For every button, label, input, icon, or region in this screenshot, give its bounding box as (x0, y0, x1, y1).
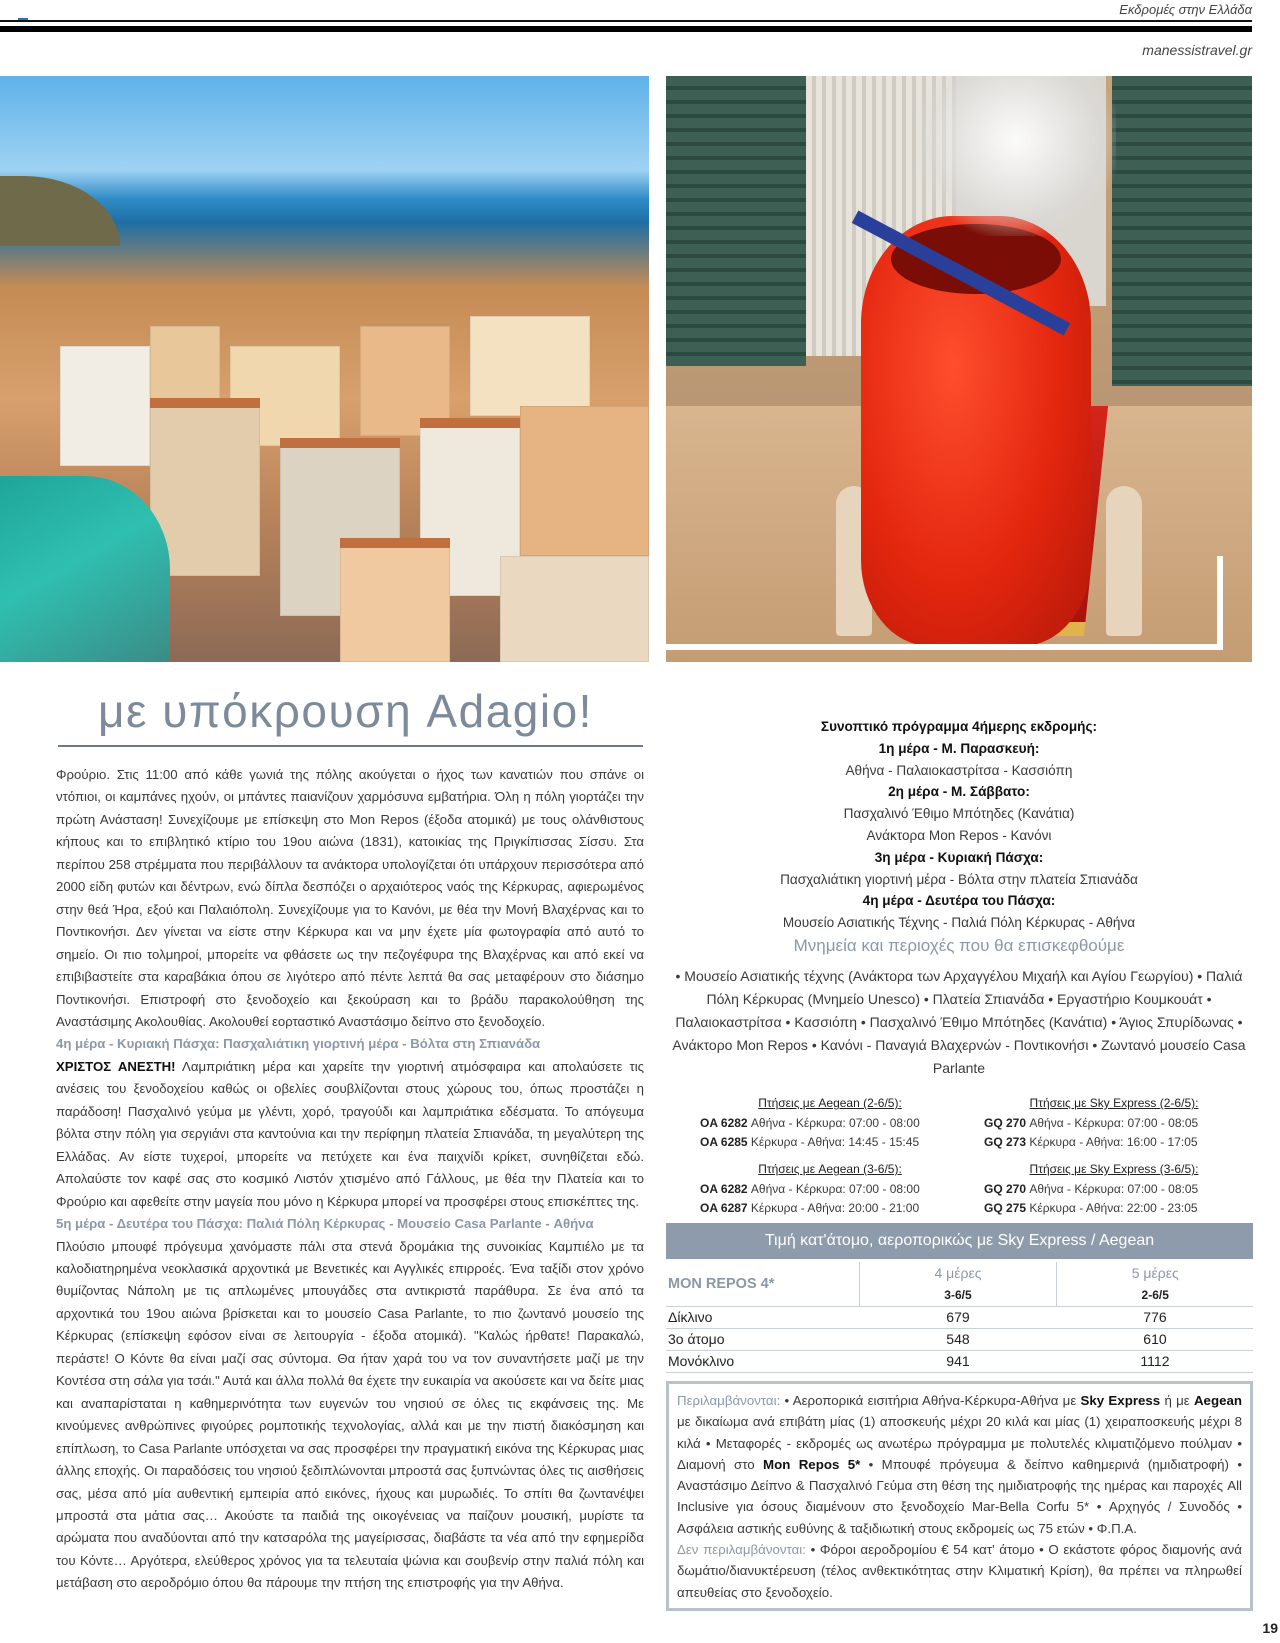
roof (420, 418, 520, 428)
header-rule (0, 20, 1252, 22)
flights-sky-3-6 (984, 1160, 1244, 1219)
itinerary-text (56, 764, 644, 1595)
roof (340, 538, 450, 548)
fortress-hill (0, 176, 120, 246)
price-4days: 548 (859, 1328, 1057, 1350)
airline-aegean: Aegean (1193, 1393, 1242, 1408)
hotel-name: MON REPOS 4* (666, 1262, 859, 1306)
flight-number: GQ 273 (984, 1135, 1027, 1149)
price-4days: 941 (859, 1350, 1057, 1372)
flight-number: GQ 270 (984, 1115, 1027, 1130)
includes-text: • Μπουφέ πρόγευμα & δείπνο καθημερινά (ημιδιατροφή) • Αναστάσιμο Δείπνο & Πασχαλινό Γεύμα στη θέση της ημιδιατροφής της ημέρας και παροχές All Inclusive για όσους διαμένουν στο ξενοδοχείο Mar-Bella Corfu 5* • Αρχηγός / Συνοδός • Ασφάλεια αστικής ευθύνης & ταξιδιωτική στους εκδρομείς ως 75 ετών • Φ.Π.Α. (677, 1456, 1242, 1536)
roof (280, 438, 400, 448)
building (470, 316, 590, 416)
price-row (666, 1306, 1253, 1328)
page-title: με υπόκρουση Adagio! (98, 685, 593, 737)
flight-route: Αθήνα - Κέρκυρα: 07:00 - 08:05 (1026, 1115, 1199, 1130)
includes-heading: Περιλαμβάνονται: (677, 1393, 781, 1408)
section-label: Εκδρομές στην Ελλάδα (1119, 2, 1252, 17)
price-header-row (666, 1262, 1253, 1284)
room-type: Δίκλινο (666, 1306, 859, 1328)
building (500, 556, 649, 662)
paragraph-day4 (56, 1056, 644, 1213)
flight-line (984, 1114, 1244, 1134)
flight-number: OA 6282 (700, 1115, 748, 1130)
flight-line (700, 1114, 960, 1134)
flights-aegean-3-6 (700, 1160, 960, 1219)
col-4days: 4 μέρες (859, 1262, 1057, 1284)
col-5days-dates: 2-6/5 (1057, 1284, 1253, 1306)
sites-title: Μνημεία και περιοχές που θα επισκεφθούμε (793, 936, 1125, 955)
sites-list: • Μουσείο Ασιατικής τέχνης (Ανάκτορα των Αρχαγγέλου Μιχαήλ και Αγίου Γεωργίου) • Παλιά Πόλη Κέρκυρας (Μνημείο Unesco) • Πλατεία Σπιανάδα • Εργαστήριο Κουμκουάτ • Παλαιοκαστρίτσα • Κασσιόπη • Πασχαλινό Έθιμο Μπότηδες (Κανάτια) • Άγιος Σπυρίδωνας • Ανάκτορο Mon Repos • Κανόνι - Παναγιά Βλαχερνών - Ποντικονήσι • Ζωντανό μουσείο Casa Parlante (672, 968, 1246, 1076)
water-splash (916, 76, 1116, 236)
baluster (1106, 486, 1142, 636)
price-4days: 679 (859, 1306, 1057, 1328)
flight-route: Κέρκυρα - Αθήνα: 20:00 - 21:00 (747, 1201, 920, 1215)
price-table (666, 1262, 1253, 1373)
flight-number: OA 6282 (700, 1181, 748, 1196)
website-label: manessistravel.gr (1142, 42, 1252, 58)
flight-route: Κέρκυρα - Αθήνα: 14:45 - 15:45 (747, 1135, 920, 1149)
flight-route: Αθήνα - Κέρκυρα: 07:00 - 08:05 (1026, 1181, 1199, 1196)
flight-line (984, 1199, 1244, 1219)
flight-route: Κέρκυρα - Αθήνα: 16:00 - 17:05 (1026, 1135, 1198, 1149)
flight-line (700, 1199, 960, 1219)
flight-number: GQ 275 (984, 1201, 1027, 1215)
col-5days: 5 μέρες (1057, 1262, 1253, 1284)
day5-heading: 5η μέρα - Δευτέρα του Πάσχα: Παλιά Πόλη Κέρκυρας - Μουσείο Casa Parlante - Αθήνα (56, 1216, 594, 1232)
price-5days: 610 (1057, 1328, 1253, 1350)
building (520, 406, 649, 556)
flight-block-title: Πτήσεις με Sky Express (3-6/5): (1029, 1162, 1199, 1176)
easter-pot-photo (666, 76, 1252, 662)
program-title: Συνοπτικό πρόγραμμα 4ήμερης εκδρομής: (820, 719, 1098, 734)
program-day3-line: Πασχαλιάτικη γιορτινή μέρα - Βόλτα στην πλατεία Σπιανάδα (780, 871, 1138, 887)
price-table-title: Τιμή κατ'άτομο, αεροπορικώς με Sky Express / Aegean (666, 1223, 1253, 1259)
includes-box (666, 1381, 1253, 1611)
program-day2-line: Ανάκτορα Mon Repos - Κανόνι (866, 827, 1052, 843)
program-day4-title: 4η μέρα - Δευτέρα του Πάσχα: (862, 893, 1056, 909)
flight-number: OA 6285 (700, 1135, 748, 1149)
price-row (666, 1328, 1253, 1350)
flight-number: OA 6287 (700, 1201, 748, 1215)
flight-number: GQ 270 (984, 1181, 1027, 1196)
price-5days: 1112 (1057, 1350, 1253, 1372)
program-day4-line: Μουσείο Ασιατικής Τέχνης - Παλιά Πόλη Κέρκυρας - Αθήνα (782, 915, 1136, 931)
room-type: 3ο άτομο (666, 1328, 859, 1350)
hotel-name-inline: Mon Repos 5* (763, 1456, 861, 1472)
flight-line (984, 1180, 1244, 1200)
header-rule-thick (0, 26, 1252, 32)
window-shutter-left (666, 76, 806, 366)
corfu-town-photo (0, 76, 649, 662)
paragraph-day3: Φρούριο. Στις 11:00 από κάθε γωνιά της πόλης ακούγεται ο ήχος των κανατιών που σπάνε οι ντόπιοι, οι καμπάνες ηχούν, οι μπάντες παιανίζουν χαρμόσυνα εμβατήρια. Όλη η πόλη γιορτάζει την πρώτη Ανάσταση! Συνεχίζουμε με επίσκεψη στο Mon Repos (έξοδα ατομικά) με τους ολάνθιστους κήπους και το επιβλητικό κτίριο του 19ου αιώνα (1831), κατοικίας της Πριγκίπισσας Σίσσυ. Στα περίπου 258 στρέμματα που περιβάλλουν τα ανάκτορα υπολογίζεται ότι υπάρχουν περισσότερα από 2000 είδη φυτών και δέντρων, ενώ δίπλα δεσπόζει ο αρχαιότερος ναός της Κέρκυρας, αφιερωμένος στην θεά Ήρα, εξού και Παλαιόπολη. Συνεχίζουμε για το Κανόνι, με θέα την Μονή Βλαχέρνας και το Ποντικονήσι. Δεν γίνεται να είστε στην Κέρκυρα και να μην έχετε μία φωτογραφία από αυτό το σημείο. Οι πιο τολμηροί, μπορείτε να φθάσετε ως την πεζογέφυρα της Βλαχέρνας και από εκεί να επιβιβαστείτε στα καραβάκια όπου σε λιγότερο από πέντε λεπτά θα σας μεταφέρουν στο διάσημο Ποντικονήσι. Επιστροφή στο ξενοδοχείο και ξεκούραση και το βράδυ παρακολούθηση της Αναστάσιμης Ακολουθίας. Ακολουθεί εορταστικό Αναστάσιμο δείπνο στο ξενοδοχείο. (56, 767, 644, 1029)
easter-greeting: ΧΡΙΣΤΟΣ ΑΝΕΣΤΗ! (56, 1058, 176, 1074)
flight-route: Αθήνα - Κέρκυρα: 07:00 - 08:00 (747, 1115, 920, 1130)
program-day2-title: 2η μέρα - Μ. Σάββατο: (888, 784, 1030, 800)
includes-text: • Αεροπορικά εισιτήρια Αθήνα-Κέρκυρα-Αθήνα με (780, 1393, 1081, 1408)
program-day3-title: 3η μέρα - Κυριακή Πάσχα: (874, 849, 1044, 865)
flight-line (984, 1133, 1244, 1153)
building (340, 546, 450, 662)
flight-line (700, 1180, 960, 1200)
window-shutter-right (1112, 76, 1252, 386)
flights-sky-2-6 (984, 1094, 1244, 1153)
price-5days: 776 (1057, 1306, 1253, 1328)
includes-text: ή με (1160, 1393, 1194, 1408)
not-included-text: • Φόροι αεροδρομίου € 54 κατ' άτομο • Ο εκάστοτε φόρος διαμονής ανά δωμάτιο/διανυκτέρευση (τέλος ανθεκτικότητας στην Κλιματική Κρίση), θα πρέπει να πληρωθεί απευθείας στο ξενοδοχείο. (677, 1542, 1242, 1600)
flight-line (700, 1133, 960, 1153)
sea-water (0, 476, 170, 662)
not-included-heading: Δεν περιλαμβάνονται: (677, 1542, 806, 1558)
flights-aegean-2-6 (700, 1094, 960, 1153)
day4-heading: 4η μέρα - Κυριακή Πάσχα: Πασχαλιάτικη γιορτινή μέρα - Βόλτα στη Σπιανάδα (56, 1036, 541, 1052)
price-row (666, 1350, 1253, 1372)
roof (150, 398, 260, 408)
day4-text: Λαμπριάτικη μέρα και χαρείτε την γιορτινή ατμόσφαιρα και απολαύσετε τις ανέσεις του ξενοδοχείου καθώς οι οβελίες σουβλίζονται στους χώρους του, όπως προστάζει η παράδοση! Πασχαλινό γεύμα με γλέντι, χορό, τραγούδι και λαμπριάτικα εδέσματα. Το απόγευμα βόλτα στην πόλη για σεργιάνι στα καντούνια και την περίφημη πλατεία Σπιανάδα, τη μεγαλύτερη της Ελλάδας. Αν είστε τυχεροί, μπορείτε να πετύχετε και ένα παιχνίδι κρίκετ, συνηθίζεται εδώ. Απολαύστε τον καφέ σας στο κοσμικό Λιστόν χτισμένο από Γάλλους, με θέα την Πλατεία και το Φρούριο και αφεθείτε στην μαγεία που μόνο η Κέρκυρα μπορεί να προσφέρει στους επισκέπτες της. (56, 1058, 644, 1209)
paragraph-day5: Πλούσιο μπουφέ πρόγευμα χανόμαστε πάλι στα στενά δρομάκια της συνοικίας Καμπιέλο με τα καλοδιατηρημένα νεοκλασικά αρχοντικά με Βενετικές και Αγγλικές επιρροές. Ένα ταξίδι στον χρόνο θυμίζοντας Νάπολη με τις απλωμένες μπουγάδες στα αντικριστά παράθυρα. Σε ένα από τα αρχοντικά του 19ου αιώνα βρίσκεται και το μουσείο Casa Parlante, το πιο ζωντανό μουσείο της Κέρκυρας (επίσκεψη εφόσον είναι σε λειτουργία - έξοδα ατομικά). "Καλώς ήρθατε! Παρακαλώ, περάστε! Ο Κόντε θα είναι μαζί σας σύντομα. Θα ήταν χαρά του να τον συναντήσετε μαζί με την Κοντέσα στη σάλα για τσάι." Αυτά και άλλα πολλά θα έχετε την ευκαιρία να ακούσετε και να δείτε μιας και αναπαρίσταται η καθημερινότητα των ευγενών του νησιού σε όλες τις εκφάνσεις της. Με κινούμενες ανθρώπινες φιγούρες ρομποτικής τεχνολογίας, αλλά και με την πιστή διακόσμηση και επίπλωση, το Casa Parlante υπόσχεται να σας προσφέρει την πραγματική εικόνα της Κέρκυρας μιας άλλης εποχής. Οι παραδόσεις του νησιού ξεδιπλώνονται μπροστά σας ξυπνώντας όλες τις αισθήσεις σας, μέσα από μία αυθεντική εμπειρία από εικόνες, ήχους και μυρωδιές. Το σπίτι θα ζωντανέψει μπροστά στα μάτια σας… Ακούστε τα παιδιά της οικογένειας να παίζουν μουσική, μυρίστε τα αρώματα που αναδύονται από την κατσαρόλα της μαγείρισσας, διαβάστε τα νέα από την εφημερίδα του Κόντε… Αργότερα, ελεύθερος χρόνος για τα τελευταία ψώνια και σουβενίρ στην παλιά πόλη και μετάβαση στο αεροδρόμιο όπου θα πάρουμε την πτήση της επιστροφής για την Αθήνα. (56, 1238, 644, 1591)
flight-block-title: Πτήσεις με Aegean (2-6/5): (758, 1096, 902, 1110)
flight-route: Κέρκυρα - Αθήνα: 22:00 - 23:05 (1026, 1201, 1198, 1215)
program-day1-title: 1η μέρα - Μ. Παρασκευή: (878, 740, 1040, 756)
program-day1-line: Αθήνα - Παλαιοκαστρίτσα - Κασσιόπη (845, 762, 1073, 778)
col-4days-dates: 3-6/5 (859, 1284, 1057, 1306)
flight-block-title: Πτήσεις με Aegean (3-6/5): (758, 1162, 902, 1176)
program-day2-line: Πασχαλινό Έθιμο Μπότηδες (Κανάτια) (843, 806, 1075, 822)
flight-route: Αθήνα - Κέρκυρα: 07:00 - 08:00 (747, 1181, 920, 1196)
includes-text: με δικαίωμα ανά επιβάτη μίας (1) αποσκευής μέχρι 20 κιλά και μίας (1) χειραποσκευής μέχρι 8 κιλά • Μεταφορές - εκδρομές ως ανωτέρω πρόγραμμα με πολυτελές κλιματιζόμενο πούλμαν • Διαμονή στο (677, 1414, 1242, 1472)
page-number: 19 (1262, 1620, 1278, 1636)
airline-sky-express: Sky Express (1080, 1393, 1161, 1408)
title-underline (58, 745, 643, 747)
building (60, 346, 150, 466)
flight-block-title: Πτήσεις με Sky Express (2-6/5): (1029, 1096, 1199, 1110)
program-summary (666, 716, 1252, 934)
room-type: Μονόκλινο (666, 1350, 859, 1372)
